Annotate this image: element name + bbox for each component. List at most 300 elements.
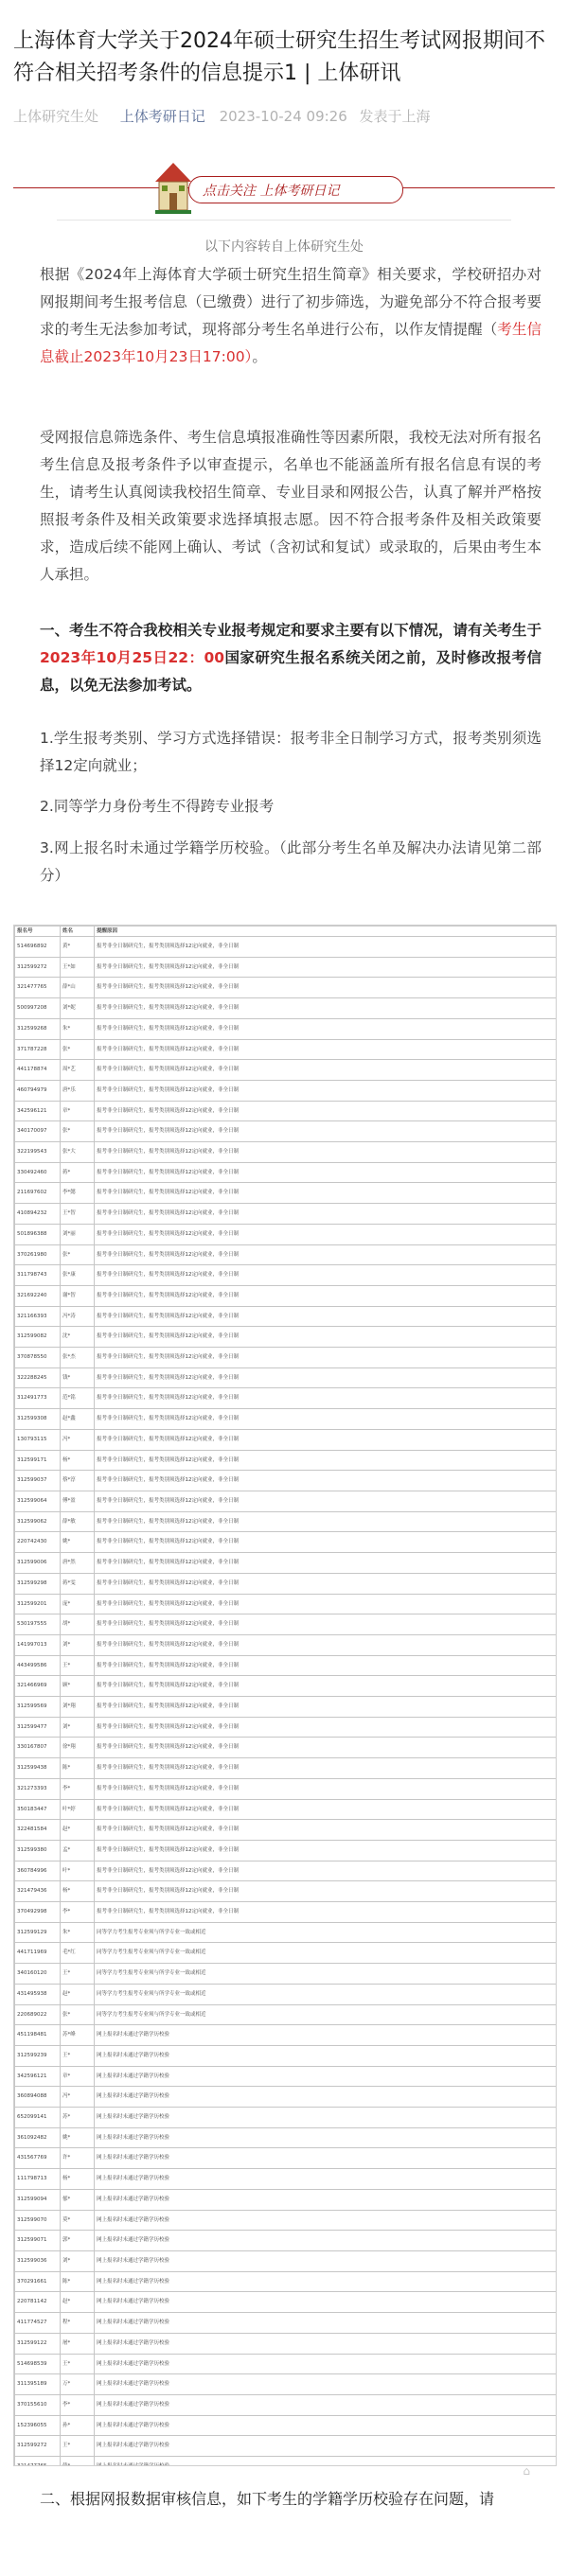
reason-cell: 网上报名时未通过学籍学历校验 bbox=[95, 2127, 557, 2148]
table-row bbox=[15, 1758, 557, 1779]
reason-cell: 同等学力考生报考专业须与所学专业一致或相近 bbox=[95, 2004, 557, 2025]
reason-cell: 报考非全日制研究生，报考类别须选择12定向就业，非全日制 bbox=[95, 1758, 557, 1779]
list-item-3: 3.网上报名时未通过学籍学历校验。（此部分考生名单及解决办法请见第二部分） bbox=[40, 839, 541, 884]
table-row bbox=[15, 1614, 557, 1635]
table-row bbox=[15, 1039, 557, 1060]
name-cell: 苏*峰 bbox=[61, 2025, 95, 2046]
reason-cell: 报考非全日制研究生，报考类别须选择12定向就业，非全日制 bbox=[95, 1820, 557, 1841]
name-cell: 蒋* bbox=[61, 1162, 95, 1183]
registration-number-cell: 312599477 bbox=[15, 1717, 61, 1738]
registration-number-cell: 370155610 bbox=[15, 2394, 61, 2415]
reason-cell: 报考非全日制研究生，报考类别须选择12定向就业，非全日制 bbox=[95, 1367, 557, 1388]
name-cell: 苏* bbox=[61, 2108, 95, 2128]
reason-cell: 报考非全日制研究生，报考类别须选择12定向就业，非全日制 bbox=[95, 1573, 557, 1594]
table-row bbox=[15, 1306, 557, 1327]
name-cell: 李*懿 bbox=[61, 1183, 95, 1204]
name-cell: 许* bbox=[61, 2148, 95, 2169]
table-row bbox=[15, 2108, 557, 2128]
reason-cell: 报考非全日制研究生，报考类别须选择12定向就业，非全日制 bbox=[95, 1676, 557, 1697]
section-one-text-end: 国家研究生报名系统关闭之前，及时修改报考信息，以免无法参加考试。 bbox=[40, 649, 541, 694]
registration-number-cell: 312599569 bbox=[15, 1697, 61, 1718]
name-cell: 姚* bbox=[61, 1532, 95, 1553]
registration-number-cell: 211697602 bbox=[15, 1183, 61, 1204]
candidate-table bbox=[14, 926, 557, 2466]
table-row bbox=[15, 1634, 557, 1655]
name-cell: 傅*盈 bbox=[61, 1491, 95, 1511]
registration-number-cell: 321479436 bbox=[15, 1881, 61, 1902]
name-cell: 冯* bbox=[61, 2087, 95, 2108]
name-cell: 孙* bbox=[61, 2415, 95, 2436]
header-cell: 报名号 bbox=[15, 926, 61, 937]
name-cell: 刘*丽 bbox=[61, 1224, 95, 1244]
reason-cell: 网上报名时未通过学籍学历校验 bbox=[95, 2210, 557, 2231]
reason-cell: 报考非全日制研究生，报考类别须选择12定向就业，非全日制 bbox=[95, 1429, 557, 1450]
registration-number-cell: 220689022 bbox=[15, 2004, 61, 2025]
table-row bbox=[15, 1367, 557, 1388]
table-row bbox=[15, 2025, 557, 2046]
registration-number-cell: 312599239 bbox=[15, 2045, 61, 2066]
reason-cell: 报考非全日制研究生，报考类别须选择12定向就业，非全日制 bbox=[95, 1881, 557, 1902]
reason-cell: 报考非全日制研究生，报考类别须选择12定向就业，非全日制 bbox=[95, 1327, 557, 1348]
name-cell: 杨* bbox=[61, 1881, 95, 1902]
table-row bbox=[15, 1244, 557, 1265]
table-row bbox=[15, 998, 557, 1019]
paragraph-intro-text: 根据《2024年上海体育大学硕士研究生招生简章》相关要求，学校研招办对网报期间考生报考信息（已缴费）进行了初步筛选，为避免部分不符合报考要求的考生无法参加考试，现将部分考生名单进行公布，以作友情提醒（ bbox=[40, 266, 541, 338]
reason-cell: 报考非全日制研究生，报考类别须选择12定向就业，非全日制 bbox=[95, 1224, 557, 1244]
registration-number-cell: 312599171 bbox=[15, 1450, 61, 1471]
reason-cell: 报考非全日制研究生，报考类别须选择12定向就业，非全日制 bbox=[95, 1799, 557, 1820]
reason-cell: 报考非全日制研究生，报考类别须选择12定向就业，非全日制 bbox=[95, 1265, 557, 1286]
name-cell: 李* bbox=[61, 1778, 95, 1799]
registration-number-cell: 360784996 bbox=[15, 1861, 61, 1881]
table-row bbox=[15, 1902, 557, 1923]
registration-number-cell: 312599201 bbox=[15, 1594, 61, 1614]
reason-cell: 报考非全日制研究生，报考类别须选择12定向就业，非全日制 bbox=[95, 1594, 557, 1614]
registration-number-cell: 322288245 bbox=[15, 1367, 61, 1388]
registration-number-cell: 342596121 bbox=[15, 1101, 61, 1121]
name-cell: 刘*翔 bbox=[61, 1697, 95, 1718]
header-cell: 姓名 bbox=[61, 926, 95, 937]
name-cell: 庞* bbox=[61, 1594, 95, 1614]
reason-cell: 网上报名时未通过学籍学历校验 bbox=[95, 2148, 557, 2169]
table-row bbox=[15, 1717, 557, 1738]
name-cell: 张*康 bbox=[61, 1265, 95, 1286]
name-cell: 莫* bbox=[61, 2210, 95, 2231]
registration-number-cell: 360894088 bbox=[15, 2087, 61, 2108]
registration-number-cell: 312599071 bbox=[15, 2231, 61, 2251]
table-row bbox=[15, 1778, 557, 1799]
registration-number-cell: 514698539 bbox=[15, 2354, 61, 2374]
name-cell: 程* bbox=[61, 2313, 95, 2334]
name-cell: 王* bbox=[61, 2354, 95, 2374]
registration-number-cell: 330492460 bbox=[15, 1162, 61, 1183]
name-cell: 李* bbox=[61, 2394, 95, 2415]
table-row bbox=[15, 957, 557, 978]
name-cell: 张*杰 bbox=[61, 1348, 95, 1368]
name-cell: 刘* bbox=[61, 2251, 95, 2272]
table-row bbox=[15, 1101, 557, 1121]
table-row bbox=[15, 2271, 557, 2292]
reason-cell: 报考非全日制研究生，报考类别须选择12定向就业，非全日制 bbox=[95, 1060, 557, 1081]
name-cell: 姚* bbox=[61, 2127, 95, 2148]
table-row bbox=[15, 1861, 557, 1881]
table-row bbox=[15, 1409, 557, 1430]
name-cell: 毛*红 bbox=[61, 1943, 95, 1964]
name-cell: 王* bbox=[61, 2045, 95, 2066]
registration-number-cell bbox=[15, 2457, 61, 2466]
registration-number-cell: 312599064 bbox=[15, 1491, 61, 1511]
name-cell: 张* bbox=[61, 1244, 95, 1265]
paragraph-intro-end: 。 bbox=[252, 348, 267, 365]
reason-cell: 报考非全日制研究生，报考类别须选择12定向就业，非全日制 bbox=[95, 1697, 557, 1718]
name-cell: 李* bbox=[61, 1902, 95, 1923]
table-row bbox=[15, 1060, 557, 1081]
reason-cell: 网上报名时未通过学籍学历校验 bbox=[95, 2313, 557, 2334]
table-row bbox=[15, 2457, 557, 2466]
name-cell: 王* bbox=[61, 1655, 95, 1676]
name-cell: 张* bbox=[61, 1039, 95, 1060]
table-row bbox=[15, 1881, 557, 1902]
table-row bbox=[15, 2189, 557, 2210]
publish-location: 发表于上海 bbox=[359, 108, 431, 125]
reason-cell: 网上报名时未通过学籍学历校验 bbox=[95, 2025, 557, 2046]
reason-cell: 网上报名时未通过学籍学历校验 bbox=[95, 2292, 557, 2313]
reason-cell: 网上报名时未通过学籍学历校验 bbox=[95, 2045, 557, 2066]
registration-number-cell: 330167807 bbox=[15, 1738, 61, 1758]
section-one-text: 一、考生不符合我校相关专业报考规定和要求主要有以下情况，请有关考生于 bbox=[40, 622, 541, 639]
registration-number-cell: 321166393 bbox=[15, 1306, 61, 1327]
registration-number-cell: 441178874 bbox=[15, 1060, 61, 1081]
registration-number-cell: 312599006 bbox=[15, 1553, 61, 1574]
name-cell: 蒋*雯 bbox=[61, 1573, 95, 1594]
name-cell: 赵* bbox=[61, 2292, 95, 2313]
table-row bbox=[15, 1922, 557, 1943]
reason-cell: 报考非全日制研究生，报考类别须选择12定向就业，非全日制 bbox=[95, 1778, 557, 1799]
table-row bbox=[15, 1491, 557, 1511]
table-row bbox=[15, 1984, 557, 2004]
table-row bbox=[15, 2210, 557, 2231]
reason-cell: 报考非全日制研究生，报考类别须选择12定向就业，非全日制 bbox=[95, 1655, 557, 1676]
registration-number-cell: 312491773 bbox=[15, 1388, 61, 1409]
table-row bbox=[15, 2394, 557, 2415]
registration-number-cell: 501896388 bbox=[15, 1224, 61, 1244]
system-close-deadline: 2023年10月25日22：00 bbox=[40, 649, 225, 666]
reason-cell: 报考非全日制研究生，报考类别须选择12定向就业，非全日制 bbox=[95, 1162, 557, 1183]
name-cell: 朱* bbox=[61, 1018, 95, 1039]
name-cell: 张*大 bbox=[61, 1142, 95, 1163]
name-cell: 万* bbox=[61, 2374, 95, 2395]
reason-cell: 报考非全日制研究生，报考类别须选择12定向就业，非全日制 bbox=[95, 1121, 557, 1142]
name-cell: 王* bbox=[61, 1964, 95, 1985]
reason-cell: 报考非全日制研究生，报考类别须选择12定向就业，非全日制 bbox=[95, 1388, 557, 1409]
name-cell: 刘*妮 bbox=[61, 998, 95, 1019]
reason-cell: 报考非全日制研究生，报考类别须选择12定向就业，非全日制 bbox=[95, 1348, 557, 1368]
table-row bbox=[15, 1265, 557, 1286]
name-cell: 周*艺 bbox=[61, 1060, 95, 1081]
header-cell: 提醒原因 bbox=[95, 926, 557, 937]
registration-number-cell: 370878550 bbox=[15, 1348, 61, 1368]
name-cell: 蔡*淳 bbox=[61, 1471, 95, 1491]
follow-bar[interactable] bbox=[188, 176, 403, 203]
reason-cell: 报考非全日制研究生，报考类别须选择12定向就业，非全日制 bbox=[95, 1204, 557, 1225]
registration-number-cell: 410894232 bbox=[15, 1204, 61, 1225]
reason-cell: 网上报名时未通过学籍学历校验 bbox=[95, 2436, 557, 2457]
registration-number-cell: 312599082 bbox=[15, 1327, 61, 1348]
publish-date: 2023-10-24 09:26 bbox=[219, 108, 347, 125]
table-row bbox=[15, 1388, 557, 1409]
name-cell: 唐*然 bbox=[61, 1553, 95, 1574]
table-row bbox=[15, 2251, 557, 2272]
registration-number-cell: 312599272 bbox=[15, 957, 61, 978]
reason-cell: 报考非全日制研究生，报考类别须选择12定向就业，非全日制 bbox=[95, 1553, 557, 1574]
registration-number-cell: 431495938 bbox=[15, 1984, 61, 2004]
registration-number-cell: 312599037 bbox=[15, 1471, 61, 1491]
registration-number-cell: 411774527 bbox=[15, 2313, 61, 2334]
table-row bbox=[15, 2045, 557, 2066]
reason-cell: 报考非全日制研究生，报考类别须选择12定向就业，非全日制 bbox=[95, 1142, 557, 1163]
table-row bbox=[15, 1697, 557, 1718]
reason-cell: 报考非全日制研究生，报考类别须选择12定向就业，非全日制 bbox=[95, 1840, 557, 1861]
table-row bbox=[15, 1820, 557, 1841]
reason-cell: 报考非全日制研究生，报考类别须选择12定向就业，非全日制 bbox=[95, 1861, 557, 1881]
name-cell: 顾* bbox=[61, 1676, 95, 1697]
reason-cell: 报考非全日制研究生，报考类别须选择12定向就业，非全日制 bbox=[95, 1717, 557, 1738]
registration-number-cell: 370492998 bbox=[15, 1902, 61, 1923]
name-cell: 章* bbox=[61, 1101, 95, 1121]
reason-cell: 报考非全日制研究生，报考类别须选择12定向就业，非全日制 bbox=[95, 1039, 557, 1060]
name-cell bbox=[61, 2457, 95, 2466]
name-cell: 杨* bbox=[61, 1450, 95, 1471]
reason-cell: 报考非全日制研究生，报考类别须选择12定向就业，非全日制 bbox=[95, 1409, 557, 1430]
reason-cell: 网上报名时未通过学籍学历校验 bbox=[95, 2087, 557, 2108]
table-row bbox=[15, 1327, 557, 1348]
registration-number-cell: 312599062 bbox=[15, 1511, 61, 1532]
reason-cell: 网上报名时未通过学籍学历校验 bbox=[95, 2394, 557, 2415]
name-cell: 赵* bbox=[61, 1820, 95, 1841]
table-row bbox=[15, 1471, 557, 1491]
registration-number-cell: 312599129 bbox=[15, 1922, 61, 1943]
table-row bbox=[15, 937, 557, 958]
registration-number-cell: 312599122 bbox=[15, 2333, 61, 2354]
reason-cell: 报考非全日制研究生，报考类别须选择12定向就业，非全日制 bbox=[95, 1491, 557, 1511]
article-source: 上体研究生处 bbox=[13, 108, 99, 125]
article-meta bbox=[13, 106, 438, 126]
table-row bbox=[15, 1799, 557, 1820]
follow-text: 点击关注 上体考研日记 bbox=[203, 184, 340, 199]
table-row bbox=[15, 2148, 557, 2169]
table-row bbox=[15, 1553, 557, 1574]
registration-number-cell: 342596121 bbox=[15, 2066, 61, 2087]
table-row bbox=[15, 1594, 557, 1614]
registration-number-cell: 311798743 bbox=[15, 1265, 61, 1286]
name-cell: 王*智 bbox=[61, 1204, 95, 1225]
table-row bbox=[15, 2169, 557, 2190]
registration-number-cell: 312599438 bbox=[15, 1758, 61, 1779]
table-row bbox=[15, 1224, 557, 1244]
table-row bbox=[15, 1964, 557, 1985]
name-cell: 叶* bbox=[61, 1861, 95, 1881]
table-row bbox=[15, 1532, 557, 1553]
name-cell: 刘* bbox=[61, 1717, 95, 1738]
name-cell: 徐*翔 bbox=[61, 1738, 95, 1758]
list-item-1: 1.学生报考类别、学习方式选择错误：报考非全日制学习方式，报考类别须选择12定向就业； bbox=[40, 730, 541, 774]
reason-cell: 网上报名时未通过学籍学历校验 bbox=[95, 2251, 557, 2272]
house-logo-icon bbox=[153, 159, 193, 218]
table-row bbox=[15, 1018, 557, 1039]
table-row bbox=[15, 1285, 557, 1306]
name-cell: 钱* bbox=[61, 1367, 95, 1388]
name-cell: 陈* bbox=[61, 2271, 95, 2292]
name-cell: 刘* bbox=[61, 1634, 95, 1655]
registration-number-cell: 322481584 bbox=[15, 1820, 61, 1841]
table-row bbox=[15, 2436, 557, 2457]
registration-number-cell: 141997013 bbox=[15, 1634, 61, 1655]
reason-cell: 报考非全日制研究生，报考类别须选择12定向就业，非全日制 bbox=[95, 1285, 557, 1306]
reason-cell: 网上报名时未通过学籍学历校验 bbox=[95, 2271, 557, 2292]
registration-number-cell: 312599036 bbox=[15, 2251, 61, 2272]
registration-number-cell: 312599380 bbox=[15, 1840, 61, 1861]
reason-cell: 报考非全日制研究生，报考类别须选择12定向就业，非全日制 bbox=[95, 1306, 557, 1327]
registration-number-cell: 312599308 bbox=[15, 1409, 61, 1430]
table-row bbox=[15, 1655, 557, 1676]
table-row bbox=[15, 2004, 557, 2025]
name-cell: 孟* bbox=[61, 1840, 95, 1861]
table-row bbox=[15, 978, 557, 998]
table-row bbox=[15, 2292, 557, 2313]
table-row bbox=[15, 1162, 557, 1183]
reason-cell: 报考非全日制研究生，报考类别须选择12定向就业，非全日制 bbox=[95, 1471, 557, 1491]
registration-number-cell: 370291661 bbox=[15, 2271, 61, 2292]
account-link[interactable]: 上体考研日记 bbox=[119, 108, 205, 125]
table-row bbox=[15, 1348, 557, 1368]
registration-number-cell: 111798713 bbox=[15, 2169, 61, 2190]
table-row bbox=[15, 1121, 557, 1142]
table-row bbox=[15, 2087, 557, 2108]
candidate-list-image bbox=[13, 925, 557, 2466]
table-row bbox=[15, 1840, 557, 1861]
table-row bbox=[15, 1573, 557, 1594]
table-row bbox=[15, 1511, 557, 1532]
registration-number-cell: 340170097 bbox=[15, 1121, 61, 1142]
registration-number-cell: 451198481 bbox=[15, 2025, 61, 2046]
reason-cell: 同等学力考生报考专业须与所学专业一致或相近 bbox=[95, 1984, 557, 2004]
registration-number-cell: 311395189 bbox=[15, 2374, 61, 2395]
registration-number-cell: 431567769 bbox=[15, 2148, 61, 2169]
table-row bbox=[15, 2231, 557, 2251]
deadline-note: 考生信息截止2023年10月23日17:00） bbox=[40, 321, 541, 365]
list-item-2: 2.同等学力身份考生不得跨专业报考 bbox=[40, 798, 275, 815]
registration-number-cell: 312599298 bbox=[15, 1573, 61, 1594]
registration-number-cell: 460794979 bbox=[15, 1080, 61, 1101]
reason-cell: 报考非全日制研究生，报考类别须选择12定向就业，非全日制 bbox=[95, 1450, 557, 1471]
table-row bbox=[15, 1450, 557, 1471]
registration-number-cell: 220742430 bbox=[15, 1532, 61, 1553]
table-row bbox=[15, 2415, 557, 2436]
name-cell: 张* bbox=[61, 2004, 95, 2025]
reason-cell: 报考非全日制研究生，报考类别须选择12定向就业，非全日制 bbox=[95, 978, 557, 998]
paragraph-disclaimer: 受网报信息筛选条件、考生信息填报准确性等因素所限，我校无法对所有报名考生信息及报考条件予以审查提示，名单也不能涵盖所有报名信息有误的考生，请考生认真阅读我校招生简章、专业目录和网报公告，认真了解并严格按照报考条件及相关政策要求选择填报志愿。因不符合报考条件及相关政策要求，造成后续不能网上确认、考试（含初试和复试）或录取的，后果由考生本人承担。 bbox=[40, 429, 541, 583]
reason-cell: 网上报名时未通过学籍学历校验 bbox=[95, 2231, 557, 2251]
section-one-heading bbox=[40, 617, 541, 699]
reason-cell: 报考非全日制研究生，报考类别须选择12定向就业，非全日制 bbox=[95, 1018, 557, 1039]
name-cell: 屠* bbox=[61, 2333, 95, 2354]
paragraph-intro bbox=[40, 261, 541, 371]
registration-number-cell: 652099141 bbox=[15, 2108, 61, 2128]
table-row bbox=[15, 1943, 557, 1964]
table-row bbox=[15, 1204, 557, 1225]
registration-number-cell: 220781142 bbox=[15, 2292, 61, 2313]
name-cell: 谢*智 bbox=[61, 1285, 95, 1306]
divider bbox=[57, 220, 511, 221]
table-row bbox=[15, 1429, 557, 1450]
registration-number-cell: 371787228 bbox=[15, 1039, 61, 1060]
registration-number-cell: 370261980 bbox=[15, 1244, 61, 1265]
name-cell: 章* bbox=[61, 2066, 95, 2087]
reason-cell: 网上报名时未通过学籍学历校验 bbox=[95, 2415, 557, 2436]
reason-cell: 网上报名时未通过学籍学历校验 bbox=[95, 2066, 557, 2087]
table-body bbox=[15, 937, 557, 2467]
repost-note: 以下内容转自上体研究生处 bbox=[204, 239, 364, 255]
table-row bbox=[15, 2313, 557, 2334]
name-cell: 沈* bbox=[61, 1327, 95, 1348]
reason-cell: 报考非全日制研究生，报考类别须选择12定向就业，非全日制 bbox=[95, 1080, 557, 1101]
registration-number-cell: 312599094 bbox=[15, 2189, 61, 2210]
registration-number-cell: 500997208 bbox=[15, 998, 61, 1019]
reason-cell: 报考非全日制研究生，报考类别须选择12定向就业，非全日制 bbox=[95, 1101, 557, 1121]
reason-cell: 报考非全日制研究生，报考类别须选择12定向就业，非全日制 bbox=[95, 1511, 557, 1532]
reason-cell: 报考非全日制研究生，报考类别须选择12定向就业，非全日制 bbox=[95, 1738, 557, 1758]
name-cell: 杨* bbox=[61, 2169, 95, 2190]
reason-cell: 同等学力考生报考专业须与所学专业一致或相近 bbox=[95, 1943, 557, 1964]
table-row bbox=[15, 2333, 557, 2354]
name-cell: 薛*敏 bbox=[61, 1511, 95, 1532]
name-cell: 冯* bbox=[61, 1429, 95, 1450]
registration-number-cell: 443499586 bbox=[15, 1655, 61, 1676]
table-row bbox=[15, 2354, 557, 2374]
registration-number-cell: 321466969 bbox=[15, 1676, 61, 1697]
reason-cell: 网上报名时未通过学籍学历校验 bbox=[95, 2189, 557, 2210]
reason-cell bbox=[95, 2457, 557, 2466]
registration-number-cell: 322199543 bbox=[15, 1142, 61, 1163]
name-cell: 王*如 bbox=[61, 957, 95, 978]
reason-cell: 网上报名时未通过学籍学历校验 bbox=[95, 2354, 557, 2374]
registration-number-cell: 530197555 bbox=[15, 1614, 61, 1635]
name-cell: 赵*鑫 bbox=[61, 1409, 95, 1430]
name-cell: 郁* bbox=[61, 2189, 95, 2210]
article-title: 上海体育大学关于2024年硕士研究生招生考试网报期间不符合相关招考条件的信息提示1 | 上体研讯 bbox=[13, 28, 545, 85]
name-cell: 薛*山 bbox=[61, 978, 95, 998]
table-row bbox=[15, 2066, 557, 2087]
table-row bbox=[15, 2374, 557, 2395]
table-row bbox=[15, 1142, 557, 1163]
reason-cell: 报考非全日制研究生，报考类别须选择12定向就业，非全日制 bbox=[95, 1902, 557, 1923]
reason-cell: 网上报名时未通过学籍学历校验 bbox=[95, 2108, 557, 2128]
reason-cell: 报考非全日制研究生，报考类别须选择12定向就业，非全日制 bbox=[95, 1634, 557, 1655]
name-cell: 陈* bbox=[61, 1758, 95, 1779]
registration-number-cell: 312599070 bbox=[15, 2210, 61, 2231]
name-cell: 赵* bbox=[61, 1984, 95, 2004]
reason-cell: 同等学力考生报考专业须与所学专业一致或相近 bbox=[95, 1964, 557, 1985]
reason-cell: 网上报名时未通过学籍学历校验 bbox=[95, 2374, 557, 2395]
table-row bbox=[15, 1183, 557, 1204]
name-cell: 冯*涛 bbox=[61, 1306, 95, 1327]
registration-number-cell: 441711969 bbox=[15, 1943, 61, 1964]
table-row bbox=[15, 1676, 557, 1697]
registration-number-cell: 312599272 bbox=[15, 2436, 61, 2457]
name-cell: 黄* bbox=[61, 937, 95, 958]
registration-number-cell: 321692240 bbox=[15, 1285, 61, 1306]
watermark: ⌂ bbox=[523, 2464, 530, 2478]
